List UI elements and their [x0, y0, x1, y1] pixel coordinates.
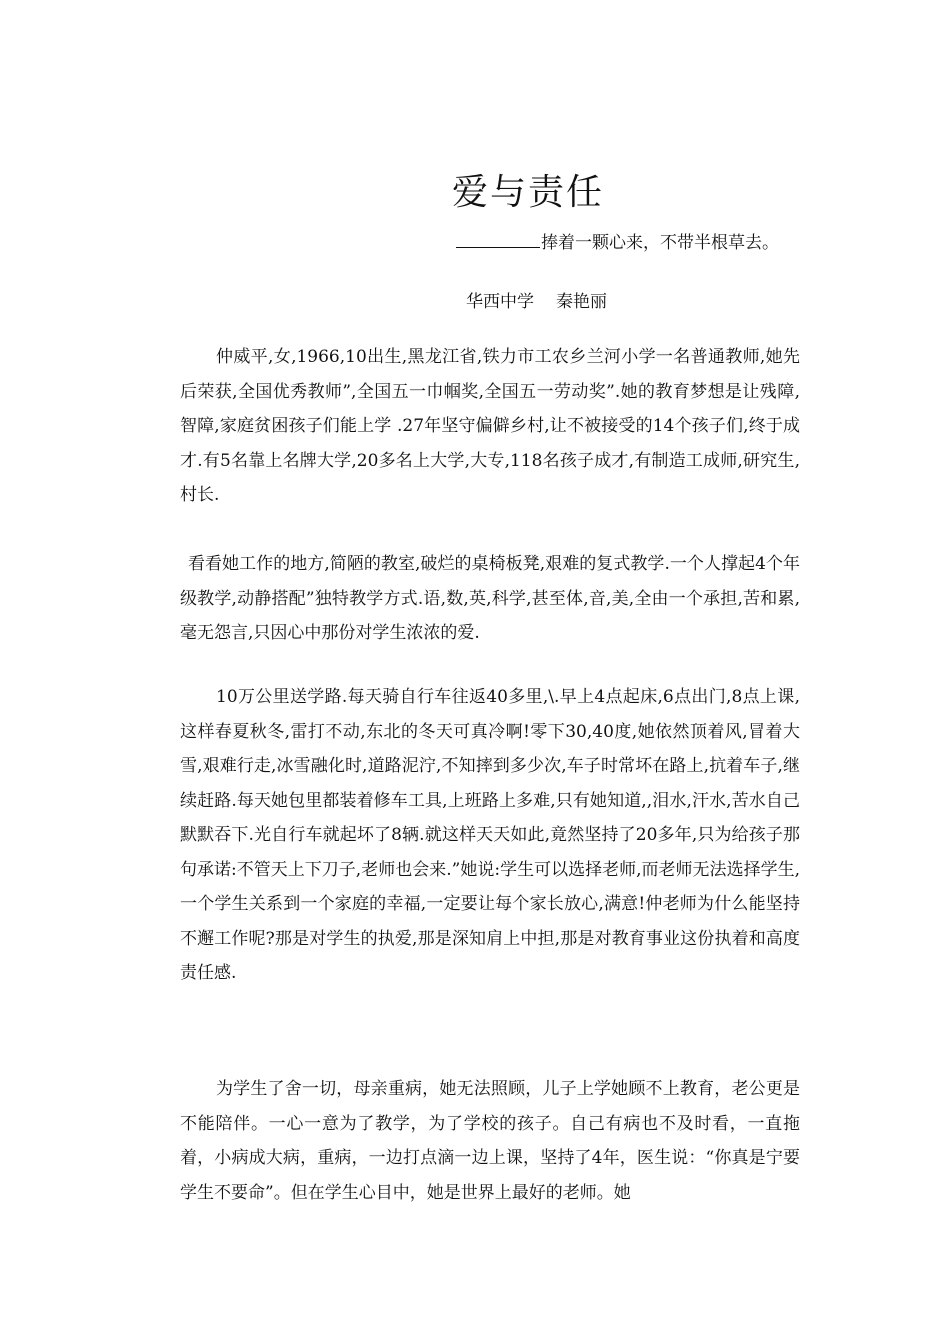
paragraph-1: 仲威平,女,1966,10出生,黑龙江省,铁力市工农乡兰河小学一名普通教师,她先后荣获,全国优秀教师”,全国五一巾帼奖,全国五一劳动奖”.她的教育梦想是让残障,智障,家庭贫困孩子们能上学 .27年坚守偏僻乡村,让不被接受的14个孩子们,终于成才.有5名靠上名牌大学,20多名上大学,大专,118名孩子成才,有制造工成师,研究生,村长. — [180, 347, 800, 505]
author-school: 华西中学 — [466, 292, 534, 312]
document-title: 爱与责任 — [451, 172, 604, 214]
epigraph — [456, 228, 779, 253]
epigraph-text: 捧着一颗心来，不带半根草去。 — [541, 233, 779, 253]
author-name: 秦艳丽 — [556, 292, 607, 312]
blank-underline — [456, 231, 540, 248]
paragraph-3: 10万公里送学路.每天骑自行车往返40多里,\.早上4点起床,6点出门,8点上课,这样春夏秋冬,雷打不动,东北的冬天可真冷啊!零下30,40度,她依然顶着风,冒着大雪,艰难行走,冰雪融化时,道路泥泞,不知摔到多少次,车子时常坏在路上,抗着车子,继续赶路.每天她包里都装着修车工具,上班路上多难,只有她知道,,泪水,汗水,苦水自己默默吞下.光自行车就起坏了8辆.就这样天天如此,竟然坚持了20多年,只为给孩子那句承诺:不管天上下刀子,老师也会来.”她说:学生可以选择老师,而老师无法选择学生,一个学生关系到一个家庭的幸福,一定要让每个家长放心,满意!仲老师为什么能坚持不邂工作呢?那是对学生的执爱,那是深知肩上中担,那是对教育事业这份执着和高度责任感. — [180, 687, 800, 983]
paragraph-2: 看看她工作的地方,简陋的教室,破烂的桌椅板凳,艰难的复式教学.一个人撑起4个年级教学,动静搭配”独特教学方式.语,数,英,科学,甚至体,音,美,全由一个承担,苦和累,毫无怨言,只因心中那份对学生浓浓的爱. — [180, 554, 800, 643]
paragraph-4: 为学生了舍一切，母亲重病，她无法照顾，儿子上学她顾不上教育，老公更是不能陪伴。一心一意为了教学，为了学校的孩子。自己有病也不及时看，一直拖着，小病成大病，重病，一边打点滴一边上课，坚持了4年，医生说：“你真是宁要学生不要命”。但在学生心目中，她是世界上最好的老师。她 — [180, 1079, 800, 1203]
author-line — [466, 287, 607, 312]
